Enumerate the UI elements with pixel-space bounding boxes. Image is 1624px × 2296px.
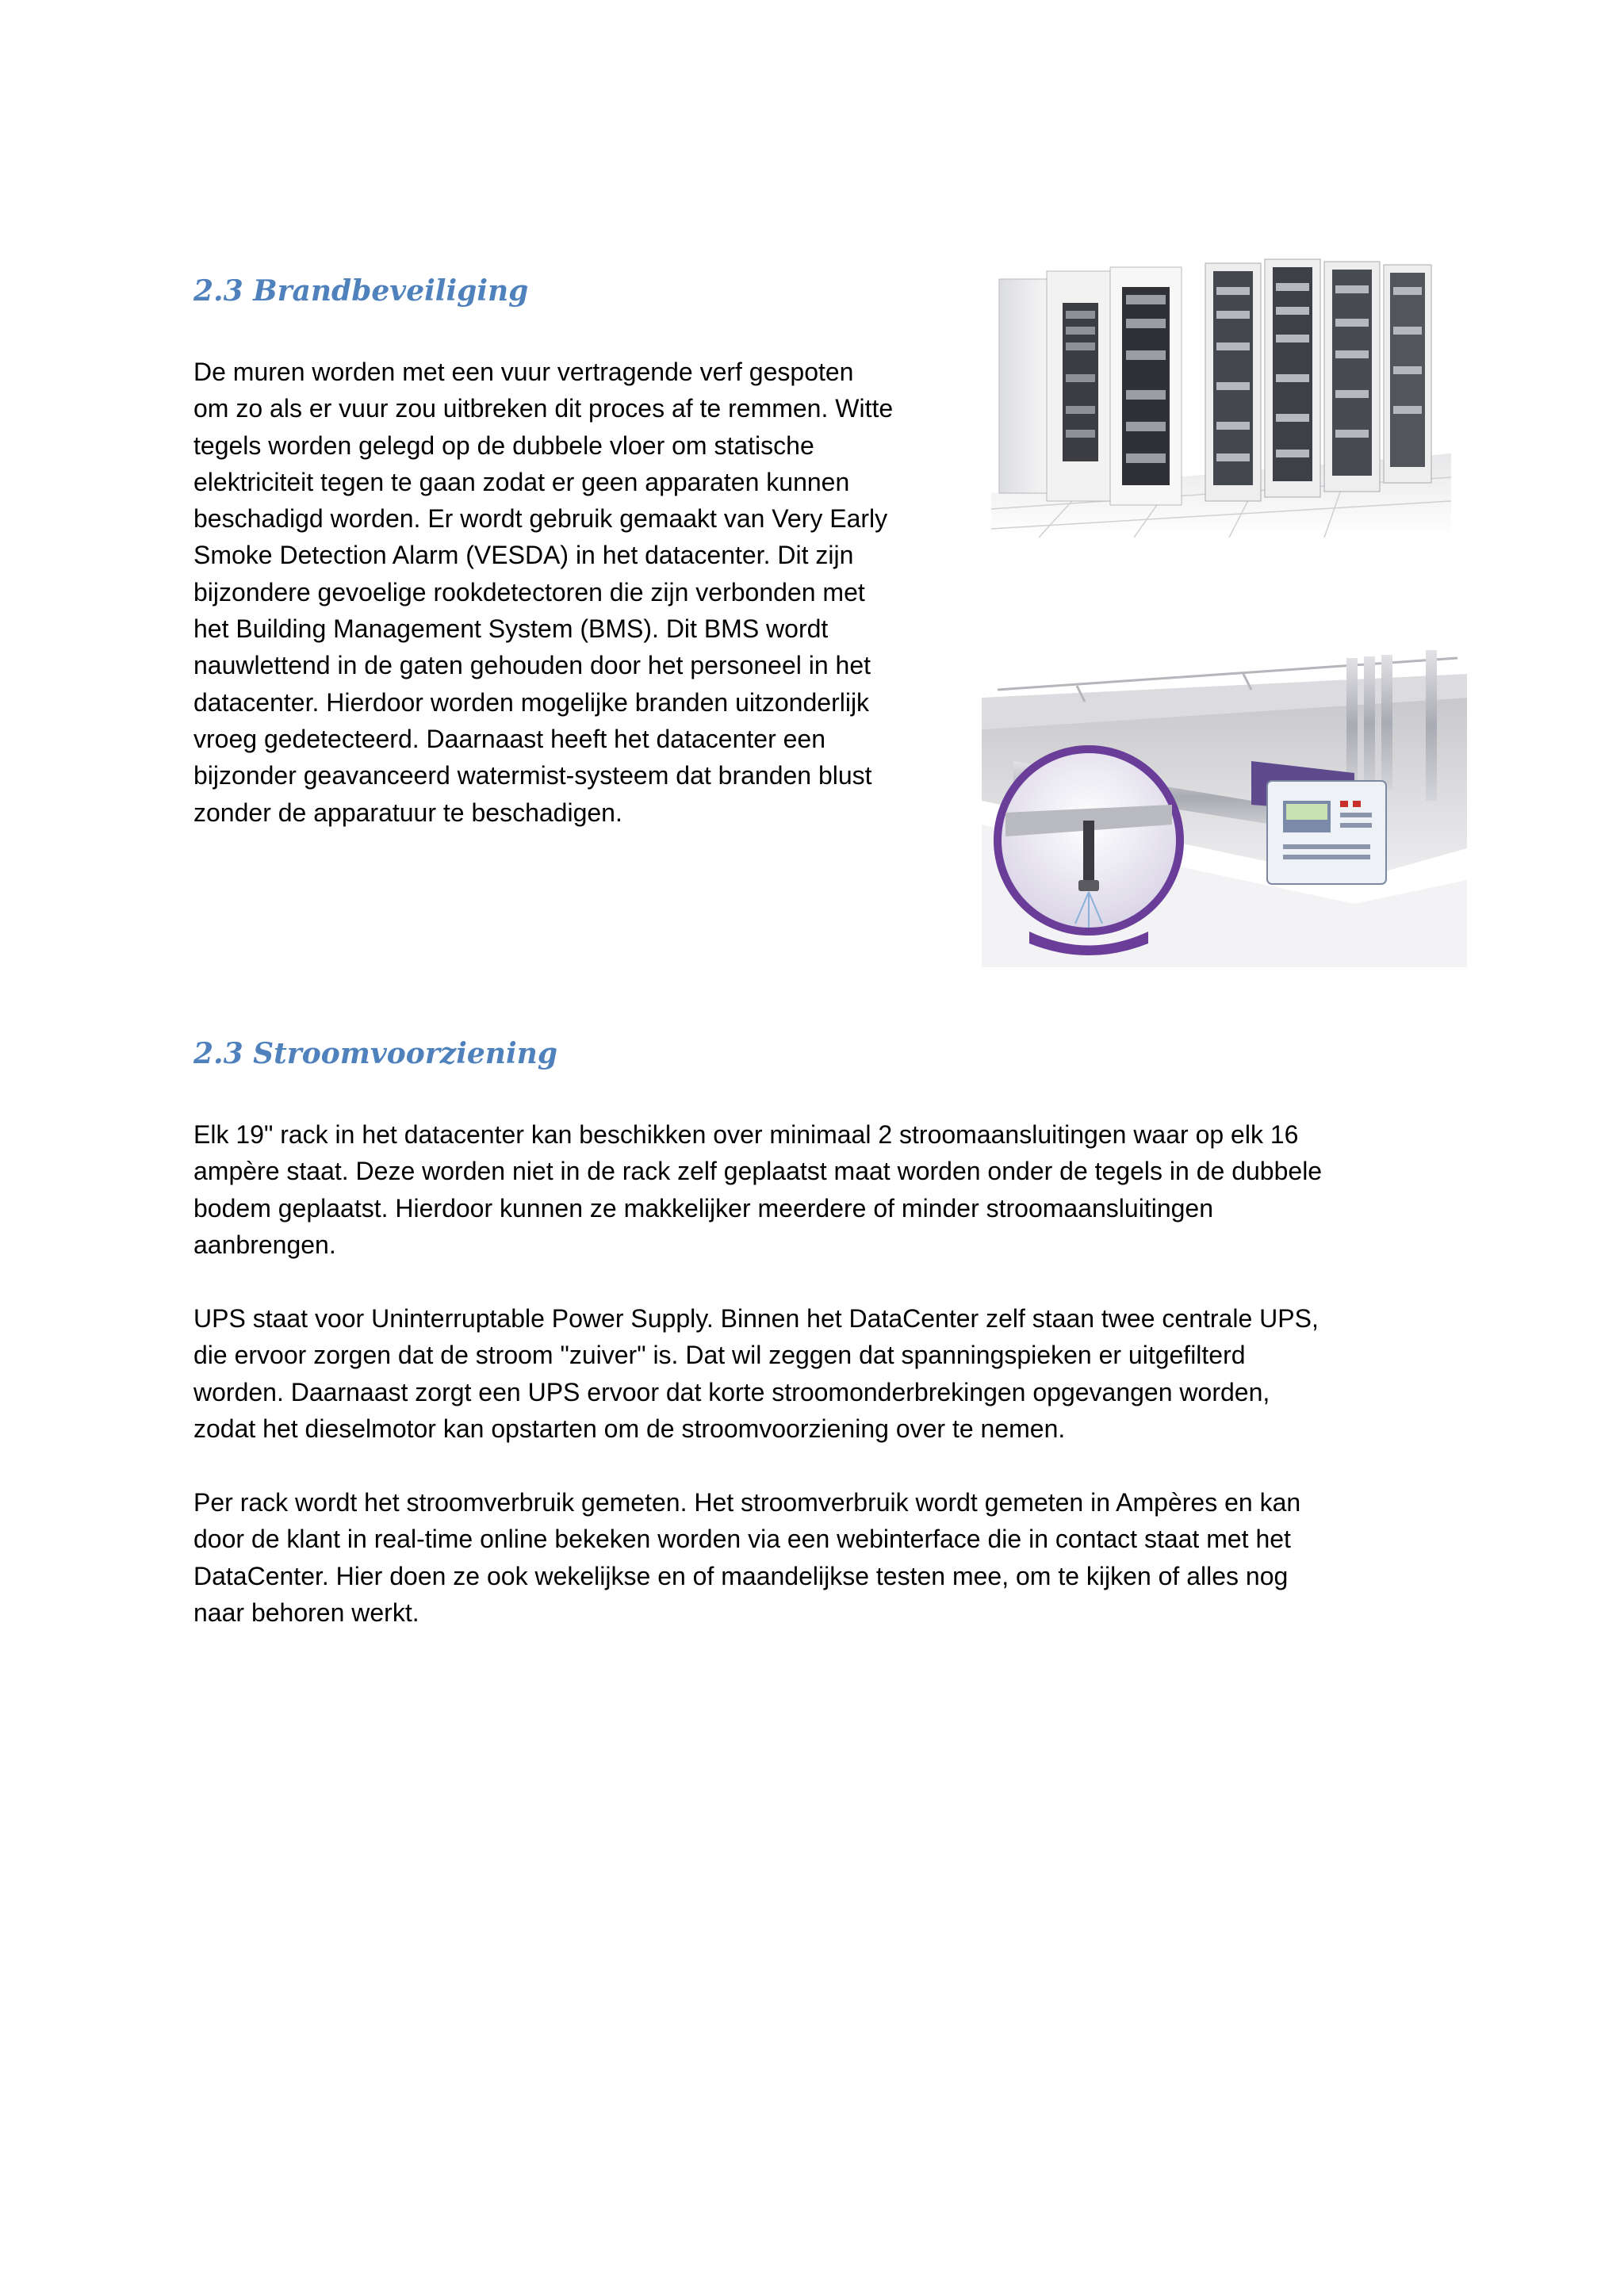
text-line: datacenter. Hierdoor worden mogelijke branden uitzonderlijk (193, 687, 870, 717)
text-line: het Building Management System (BMS). Dit BMS wordt (193, 614, 829, 644)
text-line: die ervoor zorgen dat de stroom "zuiver" is. Dat wil zeggen dat spanningspieken er uitgefilterd (193, 1341, 1246, 1370)
text-line: Smoke Detection Alarm (VESDA) in het datacenter. Dit zijn (193, 541, 854, 570)
text-line: door de klant in real-time online bekeken worden via een webinterface die in contact staat met het (193, 1525, 1291, 1554)
sprinkler-detector-illustration (982, 642, 1467, 967)
text-line: elektriciteit tegen te gaan zodat er geen apparaten kunnen (193, 467, 850, 496)
paragraph-ups (193, 1300, 1319, 1447)
text-line: ampère staat. Deze worden niet in de rack zelf geplaatst maat worden onder de tegels in de dubbele (193, 1157, 1323, 1186)
text-line: bodem geplaatst. Hierdoor kunnen ze makkelijker meerdere of minder stroomaansluitingen (193, 1193, 1213, 1223)
text-line: UPS staat voor Uninterruptable Power Supply. Binnen het DataCenter zelf staan twee centrale UPS, (193, 1304, 1319, 1333)
text-line: De muren worden met een vuur vertragende verf gespoten (193, 358, 854, 386)
section-heading-stroomvoorziening: 2.3 Stroomvoorziening (193, 1037, 557, 1070)
text-line: Elk 19" rack in het datacenter kan beschikken over minimaal 2 stroomaansluitingen waar op elk 16 (193, 1120, 1299, 1149)
text-line: aanbrengen. (193, 1230, 336, 1259)
paragraph-stroomverbruik (193, 1484, 1300, 1631)
text-line: nauwlettend in de gaten gehouden door het personeel in het (193, 651, 871, 680)
text-line: zodat het dieselmotor kan opstarten om de stroomvoorziening over te nemen. (193, 1414, 1066, 1443)
section-heading-brandbeveiliging: 2.3 Brandbeveiliging (193, 274, 529, 308)
server-racks-image (991, 255, 1451, 538)
paragraph-brandbeveiliging (193, 354, 893, 831)
text-line: vroeg gedetecteerd. Daarnaast heeft het datacenter een (193, 724, 825, 753)
text-line: Per rack wordt het stroomverbruik gemeten. Het stroomverbruik wordt gemeten in Ampères en kan (193, 1488, 1301, 1517)
text-line: beschadigd worden. Er wordt gebruik gemaakt van Very Early (193, 504, 888, 534)
text-line: zonder de apparatuur te beschadigen. (193, 798, 622, 827)
text-line: bijzondere gevoelige rookdetectoren die zijn verbonden met (193, 577, 865, 607)
text-line: tegels worden gelegd op de dubbele vloer om statische (193, 430, 814, 460)
text-line: om zo als er vuur zou uitbreken dit proces af te remmen. Witte (193, 394, 894, 423)
text-line: naar behoren werkt. (193, 1598, 419, 1627)
text-line: bijzonder geavanceerd watermist-systeem dat branden blust (193, 761, 872, 790)
text-line: DataCenter. Hier doen ze ook wekelijkse en of maandelijkse testen mee, om te kijken of alles nog (193, 1561, 1289, 1590)
text-line: worden. Daarnaast zorgt een UPS ervoor dat korte stroomonderbrekingen opgevangen worden, (193, 1377, 1270, 1406)
paragraph-rack-stroom (193, 1116, 1322, 1263)
